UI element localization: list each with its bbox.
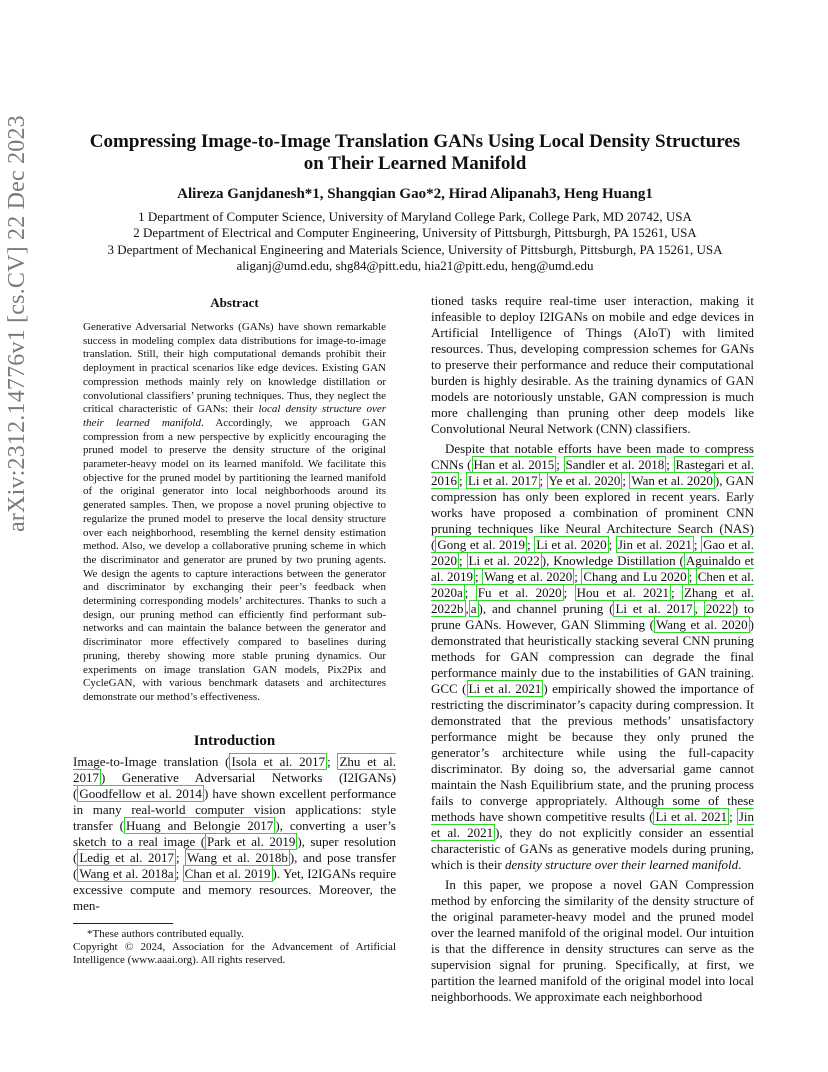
citation-link[interactable]: Li et al. 2021: [655, 809, 728, 824]
citation-link[interactable]: Li et al. 2021: [468, 681, 542, 696]
equal-contribution-footnote: *These authors contributed equally.: [87, 927, 244, 940]
citation-link[interactable]: Wang et al. 2018b: [187, 849, 288, 865]
author-emails: aliganj@umd.edu, shg84@pitt.edu, hia21@pitt.edu, heng@umd.edu: [236, 257, 594, 273]
citation-link[interactable]: Gong et al. 2019: [437, 537, 526, 552]
citation-link[interactable]: Zhu et al. 2017: [73, 753, 396, 785]
affiliation-3: 3 Department of Mechanical Engineering and Materials Science, University of Pittsburgh, Pittsburgh, PA 15261, USA: [107, 241, 723, 257]
citation-link[interactable]: Li et al. 2017: [467, 473, 538, 488]
citation-link[interactable]: Li et al. 2022: [468, 553, 540, 568]
citation-link[interactable]: Han et al. 2015: [473, 457, 555, 472]
citation-link[interactable]: Chen et al. 2020a: [431, 569, 754, 600]
citation-link[interactable]: Jin et al. 2021: [431, 809, 754, 840]
introduction-heading: Introduction: [193, 732, 276, 749]
citation-link[interactable]: Hou et al. 2021: [576, 585, 670, 600]
intro-paragraph-1: Image-to-Image translation ( Isola et al. 2017 ; Zhu et al. 2017 ) Generative Adversarial Networks (I2IGANs) ( Goodfellow et al. 2014 ) have shown excellent performance in many real-world computer vision applications: style transfer ( Huang and Belongie 2017 ), converting a user’s sketch to a real image ( Park et al. 2019 ), super resolution ( Ledig et al. 2017 ; Wang et al. 2018b ), and pose transfer ( Wang et al. 2018a ; Chan et al. 2019 ). Yet, I2IGANs require excessive compute and memory resources. Moreover, the men-: [73, 753, 397, 913]
citation-link[interactable]: Wang et al. 2020: [484, 569, 573, 584]
left-column: [73, 290, 396, 967]
arxiv-identifier-stamp: arXiv:2312.14776v1 [cs.CV] 22 Dec 2023: [4, 115, 30, 532]
citation-link[interactable]: Wang et al. 2018a: [79, 865, 174, 881]
author-list: Alireza Ganjdanesh*1, Shangqian Gao*2, Hirad Alipanah3, Heng Huang1: [177, 186, 653, 202]
citation-link[interactable]: Wan et al. 2020: [631, 473, 713, 488]
citation-link[interactable]: a: [470, 601, 477, 616]
citation-link[interactable]: Ledig et al. 2017: [79, 849, 174, 865]
title-line-2: on Their Learned Manifold: [303, 153, 527, 174]
citation-link[interactable]: Isola et al. 2017: [231, 753, 326, 769]
citation-link[interactable]: Jin et al. 2021: [617, 537, 692, 552]
citation-link[interactable]: Rastegari et al. 2016: [431, 457, 754, 488]
citation-link[interactable]: Goodfellow et al. 2014: [79, 785, 202, 801]
citation-link[interactable]: Ye et al. 2020: [548, 473, 621, 488]
citation-link[interactable]: Chang and Lu 2020: [583, 569, 687, 584]
affiliations: [70, 209, 760, 274]
citation-link[interactable]: Sandler et al. 2018: [565, 457, 665, 472]
affiliation-2: 2 Department of Electrical and Computer Engineering, University of Pittsburgh, Pittsburgh, PA 15261, USA: [133, 225, 697, 241]
abstract-heading: Abstract: [210, 295, 259, 310]
citation-link[interactable]: Li et al. 2020: [536, 537, 607, 552]
footnotes: [73, 928, 396, 967]
intro-paragraph-2: Despite that notable efforts have been made to compress CNNs ( Han et al. 2015 ; Sandler et al. 2018 ; Rastegari et al. 2016 ; Li et al. 2017 ; Ye et al. 2020 ; Wan et al. 2020 ), GAN compression has only been explored in recent years. Early works have proposed a combination of prominent CNN pruning techniques like Neural Architecture Search (NAS) ( Gong et al. 2019 ; Li et al. 2020 ; Jin et al. 2021 ; Gao et al. 2020 ; Li et al. 2022 ), Knowledge Distillation ( Aguinaldo et al. 2019 ; Wang et al. 2020 ; Chang and Lu 2020 ; Chen et al. 2020a ; Fu et al. 2020 ; Hou et al. 2021 ; Zhang et al. 2022b , a ), and channel pruning ( Li et al. 2017 , 2022 ) to prune GANs. However, GAN Slimming ( Wang et al. 2020 ) demonstrated that heuristically stacking several CNN pruning methods for GAN compression can degrade the final performance mainly due to the instabilities of GAN training. GCC ( Li et al. 2021 ) empirically showed the importance of restricting the discriminator’s capacity during compression. It demonstrated that the previous methods’ unsatisfactory performance might be because they only pruned the generator’s architecture while using the full-capacity discriminator. By doing so, the adversarial game cannot maintain the Nash Equilibrium state, and the pruning process fails to converge appropriately. Although some of these methods have shown competitive results ( Li et al. 2021 ; Jin et al. 2021 ), they do not explicitly consider an essential characteristic of GANs as generative models during pruning, which is their density structure over their learned manifold.: [431, 441, 755, 872]
affiliation-1: 1 Department of Computer Science, University of Maryland College Park, College Park, MD 20742, USA: [138, 209, 692, 224]
abstract-text: Generative Adversarial Networks (GANs) have shown remarkable success in modeling complex data distributions for image-to-image translation. Still, their high computational demands prohibit their deployment in practical scenarios like edge devices. Existing GAN compression methods mainly rely on knowledge distillation or convolutional classifiers’ pruning techniques. Thus, they neglect the critical characteristic of GANs: their local density structure over their learned manifold. Accordingly, we approach GAN compression from a new perspective by explicitly encouraging the pruned model to preserve the density structure of the original parameter-heavy model on its learned manifold. We facilitate this objective for the pruned model by partitioning the learned manifold of the original generator into local neighborhoods around its generated samples. Then, we propose a novel pruning objective to regularize the pruned model to preserve the local density structure over each neighborhood, resembling the kernel density estimation method. Also, we develop a collaborative pruning scheme in which the discriminator and generator are pruned by two pruning agents. We design the agents to capture interactions between the generator and discriminator by exchanging their peer’s feedback when determining corresponding models’ architectures. Thanks to such a design, our pruning method can efficiently find performant sub-networks and can maintain the balance between the generator and discriminator more effectively compared to baselines during pruning, thereby showing more stable pruning dynamics. Our experiments on image translation GAN models, Pix2Pix and CycleGAN, with various benchmark datasets and architectures demonstrate our method’s effectiveness.: [83, 321, 386, 703]
citation-link[interactable]: 2022: [705, 601, 732, 616]
intro-paragraph-3: In this paper, we propose a novel GAN Compression method by enforcing the similarity of the density structure of the original parameter-heavy model and the pruned model over the learned manifold of the original model. Our intuition is that the difference in density structures can serve as the supervision signal for pruning. Specifically, at first, we partition the learned manifold of the original model into local neighborhoods. We approximate each neighborhood: [431, 877, 754, 1004]
citation-link[interactable]: Fu et al. 2020: [477, 585, 562, 600]
citation-link[interactable]: Wang et al. 2020: [655, 617, 748, 632]
citation-link[interactable]: Gao et al. 2020: [431, 537, 754, 568]
citation-link[interactable]: Park et al. 2019: [207, 833, 296, 849]
footnote-divider: [73, 923, 173, 924]
copyright-notice: Copyright © 2024, Association for the Advancement of Artificial Intelligence (www.aaai.org). All rights reserved.: [73, 940, 396, 966]
citation-link[interactable]: Aguinaldo et al. 2019: [431, 553, 754, 584]
title-line-1: Compressing Image-to-Image Translation GANs Using Local Density Structures: [89, 131, 741, 152]
intro-paragraph-1-continued: tioned tasks require real-time user interaction, making it infeasible to deploy I2IGANs on mobile and edge devices in Artificial Intelligence of Things (AIoT) with limited resources. Thus, developing compression schemes for GANs to preserve their performance and reduce their computational burden is highly desirable. As the training dynamics of GAN models are notoriously unstable, GAN compression is much more challenging than pruning other deep models like Convolutional Neural Network (CNN) classifiers.: [431, 293, 754, 436]
right-column: [431, 293, 754, 1005]
citation-link[interactable]: Huang and Belongie 2017: [126, 817, 274, 833]
citation-link[interactable]: Chan et al. 2019: [184, 865, 271, 881]
citation-link[interactable]: Zhang et al. 2022b: [431, 585, 754, 616]
citation-link[interactable]: Li et al. 2017: [615, 601, 693, 616]
paper-title: [70, 131, 760, 175]
